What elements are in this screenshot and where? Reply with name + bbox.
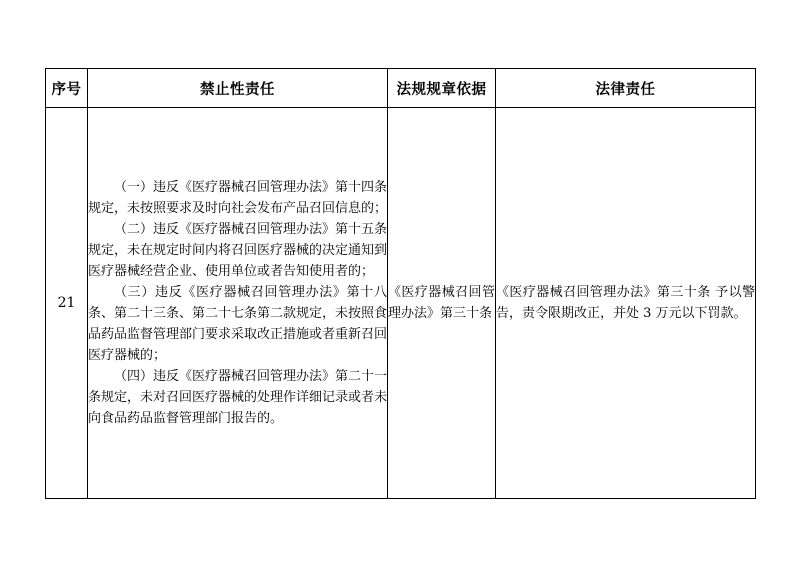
regulation-table: [45, 68, 756, 499]
basis-text: 《医疗器械召回管理办法》第三十条: [388, 284, 495, 321]
column-header-prohibition: 禁止性责任: [88, 69, 388, 108]
prohibition-paragraph-4: （四）违反《医疗器械召回管理办法》第二十一条规定，未对召回医疗器械的处理作详细记录或者未向食品药品监督管理部门报告的。: [88, 369, 388, 427]
liability-cell: [496, 108, 756, 499]
column-header-basis: 法规规章依据: [388, 69, 496, 108]
table-header-row: [46, 69, 756, 108]
column-header-no: 序号: [46, 69, 88, 108]
table-body: [46, 108, 756, 499]
regulation-table-container: [45, 68, 755, 499]
prohibition-paragraph-3: （三）违反《医疗器械召回管理办法》第十八条、第二十三条、第二十七条第二款规定，未按照食品药品监督管理部门要求采取改正措施或者重新召回医疗器械的；: [88, 284, 388, 364]
prohibition-paragraph-1: （一）违反《医疗器械召回管理办法》第十四条规定，未按照要求及时向社会发布产品召回信息的；: [88, 179, 388, 216]
basis-cell: [388, 108, 496, 499]
row-number: 21: [46, 108, 88, 499]
prohibition-cell: [88, 108, 388, 499]
table-row: [46, 108, 756, 499]
table-header: [46, 69, 756, 108]
column-header-liability: 法律责任: [496, 69, 756, 108]
prohibition-paragraph-2: （二）违反《医疗器械召回管理办法》第十五条规定，未在规定时间内将召回医疗器械的决定通知到医疗器械经营企业、使用单位或者告知使用者的；: [88, 221, 388, 279]
liability-text: 《医疗器械召回管理办法》第三十条 予以警告，责令限期改正，并处 3 万元以下罚款。: [496, 284, 755, 321]
